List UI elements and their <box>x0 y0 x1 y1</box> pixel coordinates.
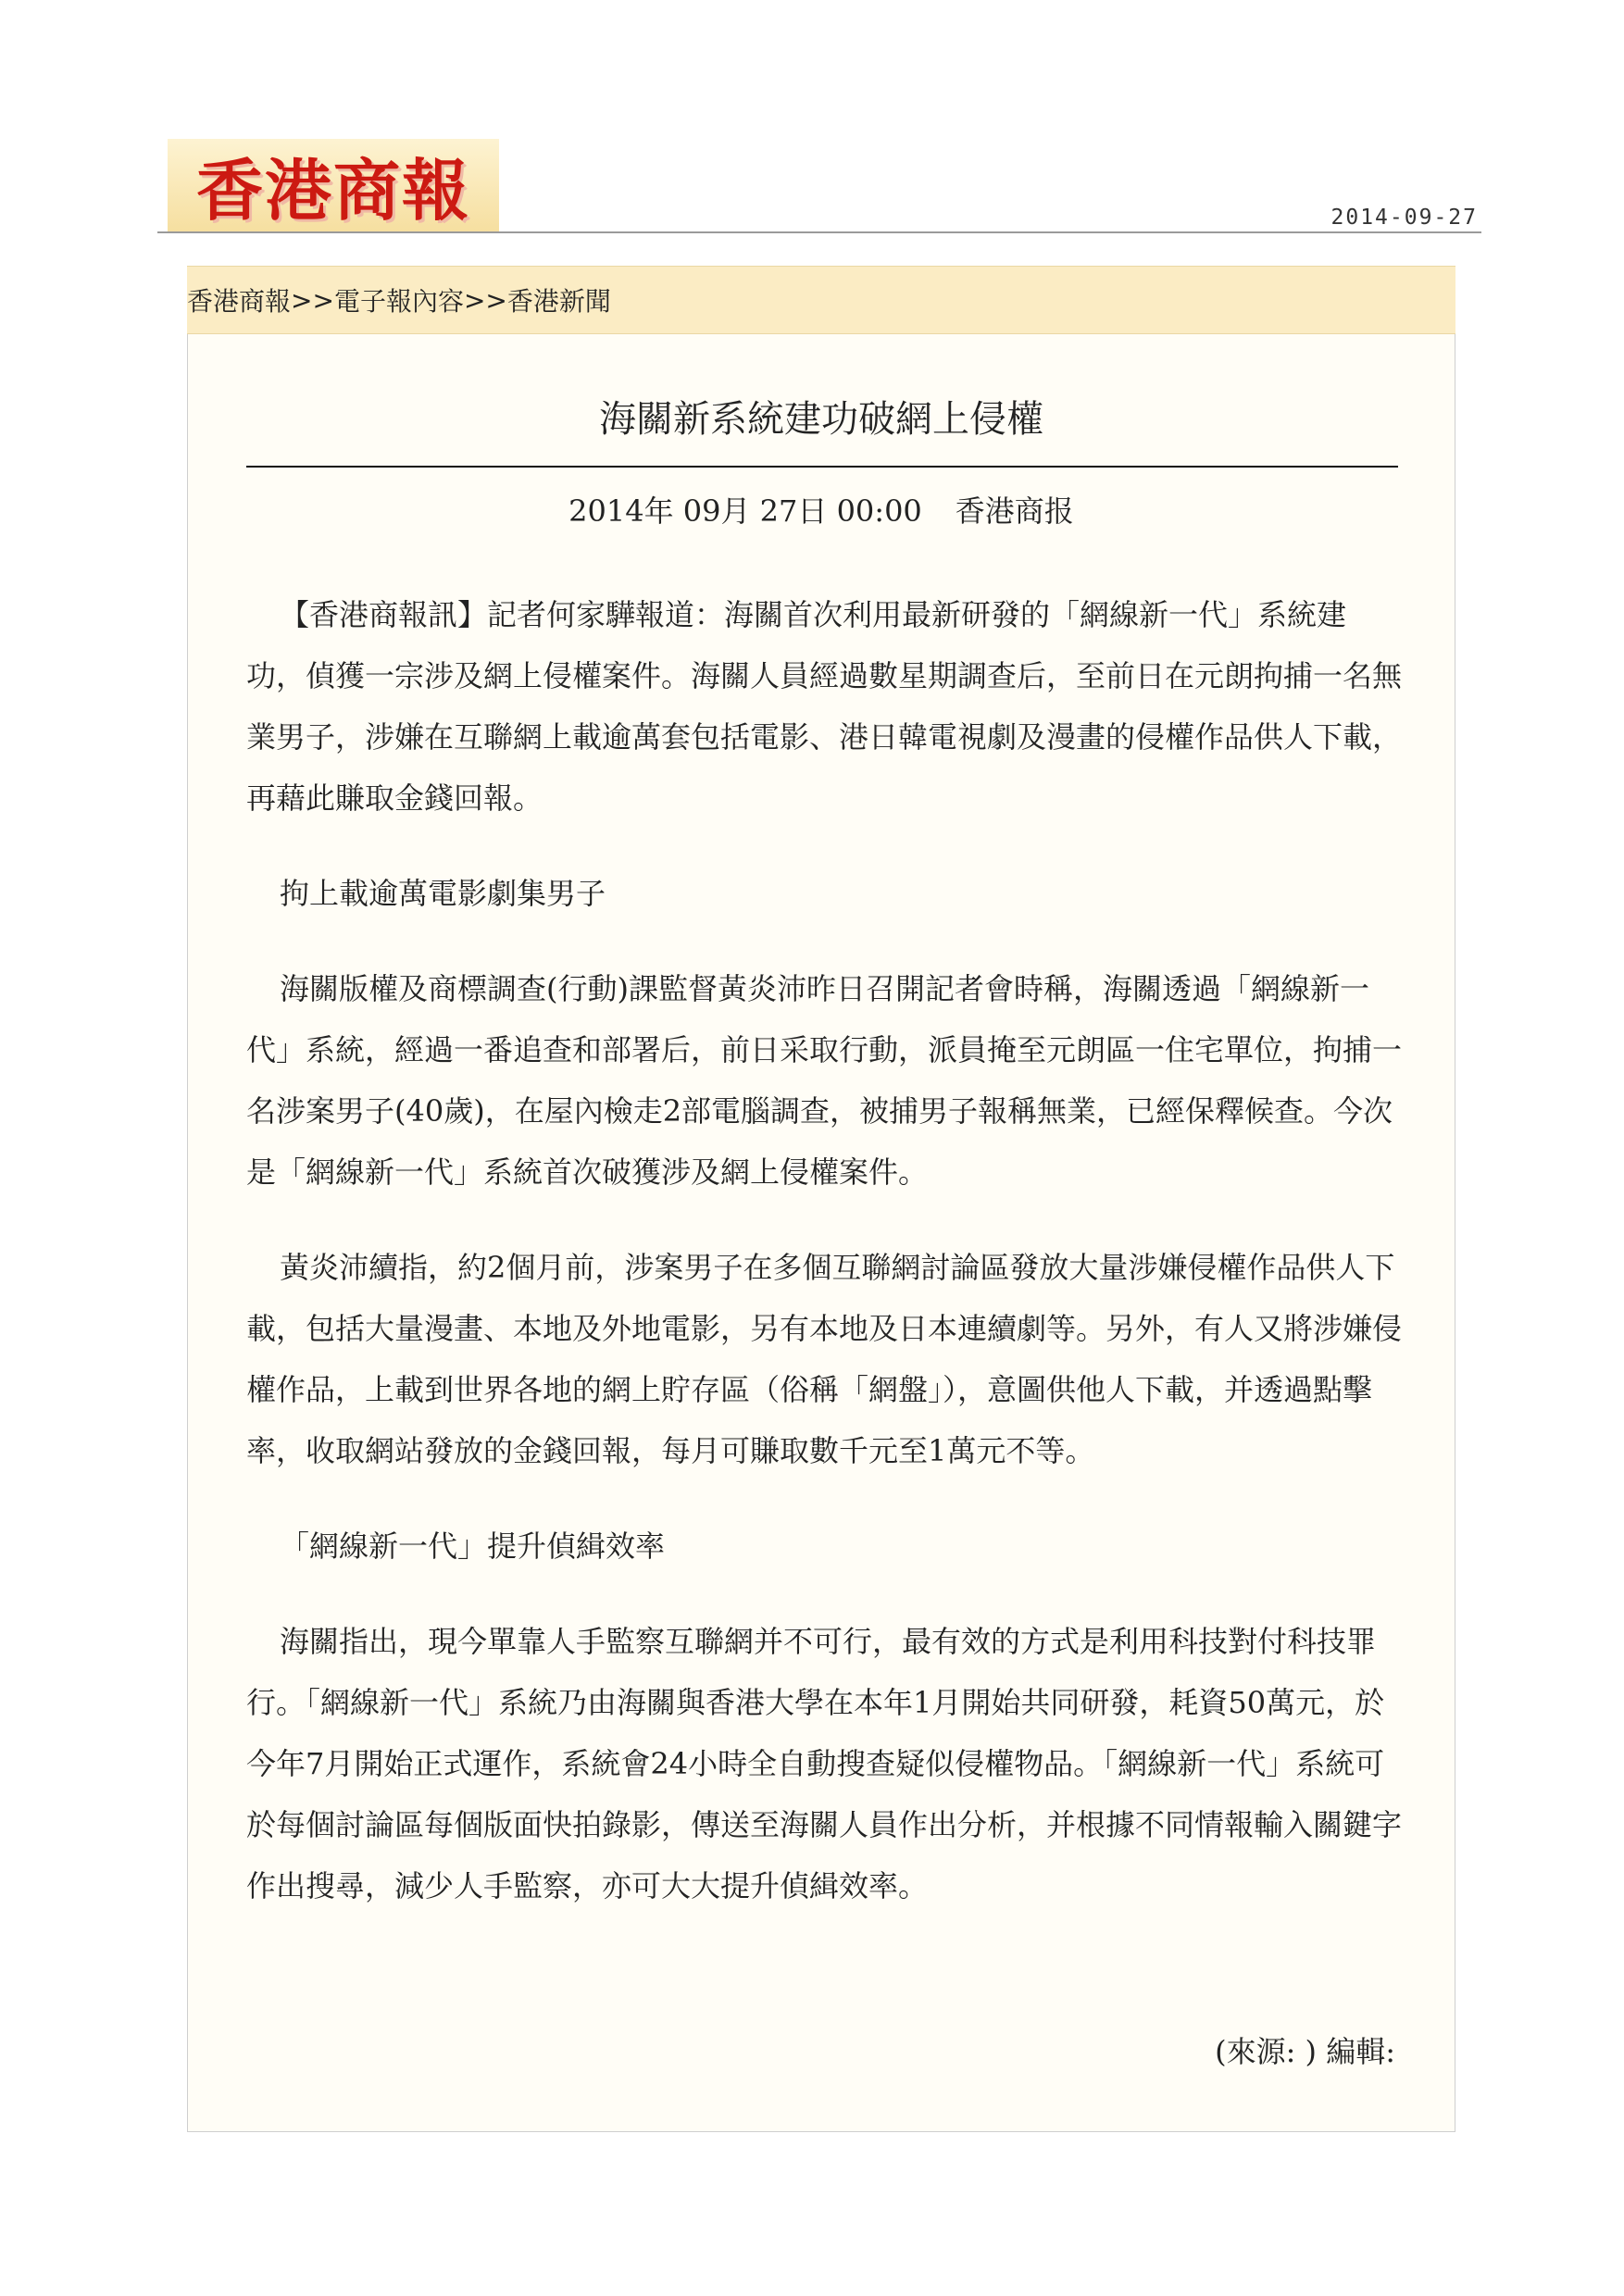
breadcrumb-item-home[interactable]: 香港商報 <box>187 286 292 317</box>
header-date: 2014-09-27 <box>1330 206 1478 230</box>
article-body <box>246 584 1404 1951</box>
header-divider <box>157 231 1481 233</box>
article-source-name: 香港商报 <box>955 493 1074 529</box>
breadcrumb-separator: >> <box>463 284 507 316</box>
article-subheading: 「網線新一代」提升偵緝效率 <box>280 1529 666 1564</box>
article-source-footer: (來源: ) 編輯: <box>1215 2034 1395 2069</box>
article-datetime: 2014年 09月 27日 00:00 <box>568 493 922 529</box>
article-paragraph: 【香港商報訊】記者何家驊報道：海關首次利用最新研發的「網線新一代」系統建功，偵獲一宗涉及網上侵權案件。海關人員經過數星期調查后，至前日在元朗拘捕一名無業男子，涉嫌在互聯網上載逾萬套包括電影、港日韓電視劇及漫畫的侵權作品供人下載，再藉此賺取金錢回報。 <box>246 597 1403 816</box>
title-divider <box>246 466 1398 468</box>
article-paragraph: 海關指出，現今單靠人手監察互聯網并不可行，最有效的方式是利用科技對付科技罪行。「網線新一代」系統乃由海關與香港大學在本年1月開始共同研發，耗資50萬元，於今年7月開始正式運作，系統會24小時全自動搜查疑似侵權物品。「網線新一代」系統可於每個討論區每個版面快拍錄影，傳送至海關人員作出分析，并根據不同情報輸入關鍵字作出搜尋，減少人手監察，亦可大大提升偵緝效率。 <box>246 1624 1403 1903</box>
breadcrumb-separator: >> <box>291 284 334 316</box>
breadcrumb <box>187 266 1455 334</box>
article-paragraph: 海關版權及商標調查(行動)課監督黃炎沛昨日召開記者會時稱，海關透過「網線新一代」系統，經過一番追查和部署后，前日采取行動，派員掩至元朗區一住宅單位，拘捕一名涉案男子(40歲)，在屋內檢走2部電腦調查，被捕男子報稱無業，已經保釋候查。今次是「網線新一代」系統首次破獲涉及網上侵權案件。 <box>246 971 1403 1190</box>
newspaper-logo[interactable] <box>168 139 499 231</box>
logo-text: 香港商報 <box>195 152 470 230</box>
article-meta <box>188 488 1455 530</box>
breadcrumb-item-hk-news[interactable]: 香港新聞 <box>506 286 611 317</box>
article-title: 海關新系統建功破網上侵權 <box>599 398 1043 441</box>
article-subheading: 拘上載逾萬電影劇集男子 <box>280 876 606 911</box>
article-panel <box>187 334 1455 2132</box>
breadcrumb-item-epaper[interactable]: 電子報內容 <box>333 286 464 317</box>
article-paragraph: 黃炎沛續指，約2個月前，涉案男子在多個互聯網討論區發放大量涉嫌侵權作品供人下載，包括大量漫畫、本地及外地電影，另有本地及日本連續劇等。另外，有人又將涉嫌侵權作品，上載到世界各地的網上貯存區（俗稱「網盤」），意圖供他人下載，并透過點擊率，收取網站發放的金錢回報，每月可賺取數千元至1萬元不等。 <box>246 1250 1403 1468</box>
